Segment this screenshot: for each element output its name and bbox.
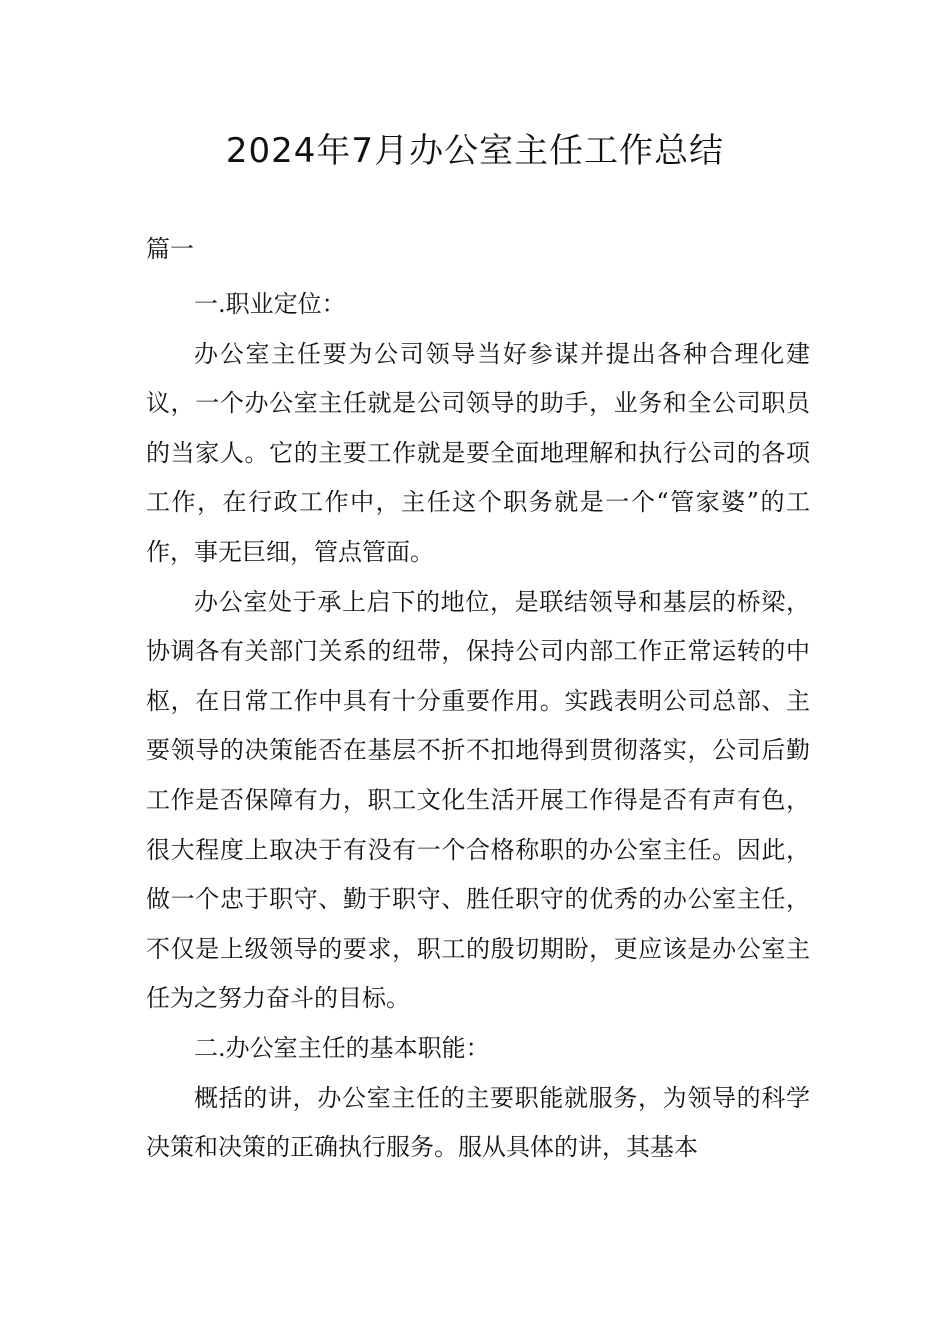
section-label: 篇一 (146, 235, 194, 263)
paragraph: 概括的讲，办公室主任的主要职能就服务，为领导的科学决策和决策的正确执行服务。服从具体的讲，其基本 (146, 1083, 810, 1162)
section-heading-basic-functions: 二.办公室主任的基本职能： (194, 1033, 490, 1062)
document-title: 2024年7月办公室主任工作总结 (225, 131, 725, 171)
paragraph: 办公室处于承上启下的地位，是联结领导和基层的桥梁，协调各有关部门关系的纽带，保持公司内部工作正常运转的中枢，在日常工作中具有十分重要作用。实践表明公司总部、主要领导的决策能否在基层不折不扣地得到贯彻落实，公司后勤工作是否保障有力，职工文化生活开展工作得是否有声有色，很大程度上取决于有没有一个合格称职的办公室主任。因此，做一个忠于职守、勤于职守、胜任职守的优秀的办公室主任，不仅是上级领导的要求，职工的殷切期盼，更应该是办公室主任为之努力奋斗的目标。 (146, 587, 810, 1013)
document-body (146, 280, 810, 1173)
section-heading-career-positioning: 一.职业定位： (194, 290, 346, 318)
paragraph: 办公室主任要为公司领导当好参谋并提出各种合理化建议，一个办公室主任就是公司领导的助手，业务和全公司职员的当家人。它的主要工作就是要全面地理解和执行公司的各项工作，在行政工作中，主任这个职务就是一个“管家婆”的工作，事无巨细，管点管面。 (146, 339, 810, 566)
